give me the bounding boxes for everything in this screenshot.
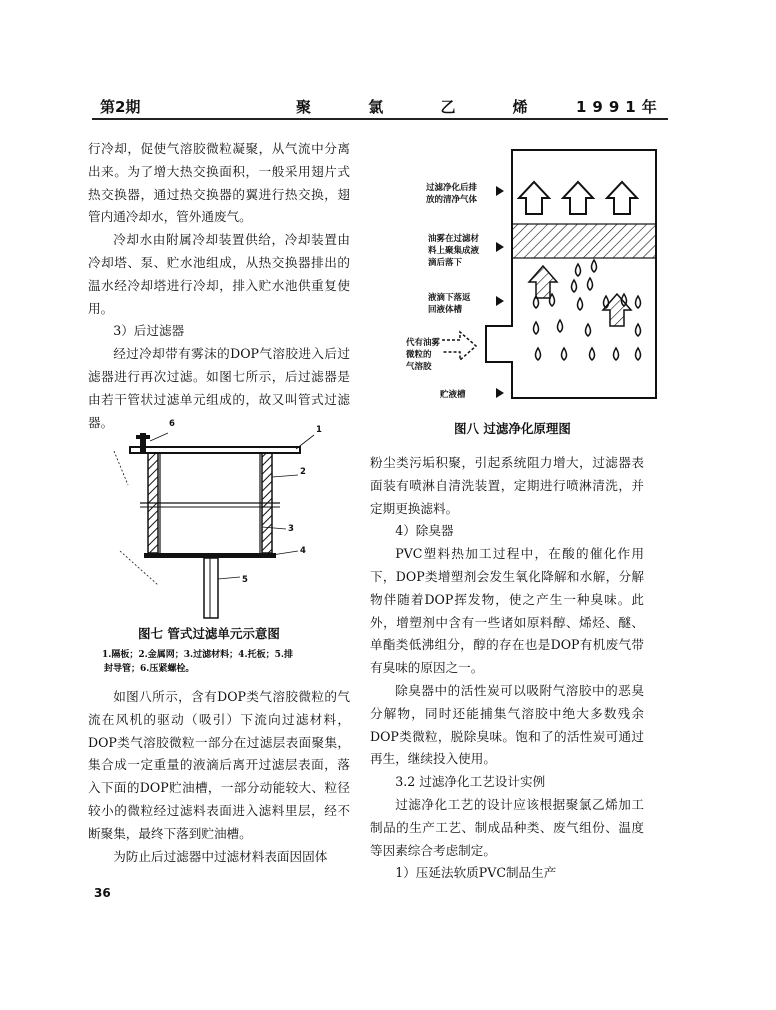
fig8-label-aerosol	[406, 337, 440, 373]
fig8-label-droplets	[428, 292, 471, 316]
paragraph: 除臭器中的活性炭可以吸附气溶胶中的恶臭分解物，同时还能捕集气溶胶中绝大多数残余DOP类微粒，脱除臭味。饱和了的活性炭可通过再生，继续投入使用。	[370, 682, 644, 767]
fig7-label-5: 5	[242, 575, 248, 585]
label-line: 气溶胶	[406, 362, 432, 372]
paragraph: PVC塑料热加工过程中，在酸的催化作用下，DOP类增塑剂会发生氧化降解和水解，分解物伴随着DOP挥发物，使之产生一种臭味。此外，增塑剂中含有一些诸如原料醇、烯烃、醚、单酯类低沸组分，醇的存在也是DOP有机废气带有臭味的原因之一。	[370, 546, 644, 676]
section-heading: 3.2 过滤净化工艺设计实例	[395, 774, 546, 790]
section-heading: 1）压延法软质PVC制品生产	[395, 865, 557, 881]
figure-7-diagram	[100, 415, 340, 625]
section-heading: 4）除臭器	[395, 523, 454, 539]
fig7-label-2: 2	[300, 467, 306, 477]
label-line: 回液体槽	[428, 305, 463, 315]
journal-year: 1991年	[576, 98, 663, 116]
label-line: 液滴下落返	[428, 293, 471, 303]
left-column-top	[88, 138, 350, 434]
paragraph: 为防止后过滤器中过滤材料表面因固体	[113, 848, 328, 864]
paragraph: 行冷却，促使气溶胶微粒凝聚，从气流中分离出来。为了增大热交换面积，一般采用翅片式热交换器，通过热交换器的翼进行热交换，翅管内通冷却水，管外通废气。	[88, 141, 350, 225]
journal-title: 聚 氯 乙 烯	[296, 98, 554, 116]
paragraph: 过滤净化工艺的设计应该根据聚氯乙烯加工制品的生产工艺、制成品种类、废气组份、温度等因素综合考虑制定。	[370, 796, 644, 858]
label-line: 过滤净化后排	[426, 183, 478, 193]
label-line: 放的清净气体	[426, 195, 478, 205]
fig8-label-clean-gas	[426, 182, 477, 206]
paragraph: 粉尘类污垢积聚，引起系统阻力增大，过滤器表面装有喷淋自清洗装置，定期进行喷淋清洗，并定期更换滤料。	[370, 455, 644, 516]
fig7-label-4: 4	[300, 546, 306, 556]
fig7-label-6: 6	[169, 419, 175, 429]
journal-issue: 第2期	[100, 98, 141, 116]
left-column-bottom	[88, 686, 350, 868]
fig7-label-3: 3	[288, 524, 294, 534]
label-line: 油雾在过滤材	[428, 234, 480, 244]
paragraph: 如图八所示，含有DOP类气溶胶微粒的气流在风机的驱动（吸引）下流向过滤材料，DOP类气溶胶微粒一部分在过滤层表面聚集，集合成一定重量的液滴后离开过滤层表面，落入下面的DOP贮油槽，一部分动能较大、粒径较小的微粒经过滤料表面进入滤料里层，经不断聚集，最终下落到贮油槽。	[88, 689, 350, 841]
right-column	[370, 452, 644, 885]
section-heading: 3）后过滤器	[113, 323, 185, 339]
fig8-label-oil-mist	[428, 233, 479, 269]
fig7-label-1: 1	[316, 425, 322, 435]
header-rule	[92, 118, 668, 120]
legend-line: 1.隔板；2.金属网；3.过滤材料；4.托板；5.排	[102, 650, 293, 660]
page-number: 36	[94, 886, 111, 900]
legend-line: 封导管；6.压紧螺栓。	[104, 664, 195, 674]
label-line: 微粒的	[406, 350, 432, 360]
figure-7-legend	[102, 648, 293, 676]
paragraph: 经过冷却带有雾沫的DOP气溶胶进入后过滤器进行再次过滤。如图七所示，后过滤器是由若干管状过滤单元组成的，故又叫管式过滤器。	[88, 346, 350, 430]
label-line: 代有油雾	[406, 338, 441, 348]
figure-8-caption: 图八 过滤净化原理图	[454, 421, 571, 436]
figure-7-caption: 图七 管式过滤单元示意图	[138, 626, 280, 641]
label-line: 滴后落下	[428, 258, 463, 268]
fig8-label-tank: 贮液槽	[440, 390, 466, 400]
paragraph: 冷却水由附属冷却装置供给，冷却装置由冷却塔、泵、贮水池组成，从热交换器排出的温水经冷却塔进行冷却，排入贮水池供重复使用。	[88, 232, 350, 316]
label-line: 料上聚集成液	[428, 246, 480, 256]
